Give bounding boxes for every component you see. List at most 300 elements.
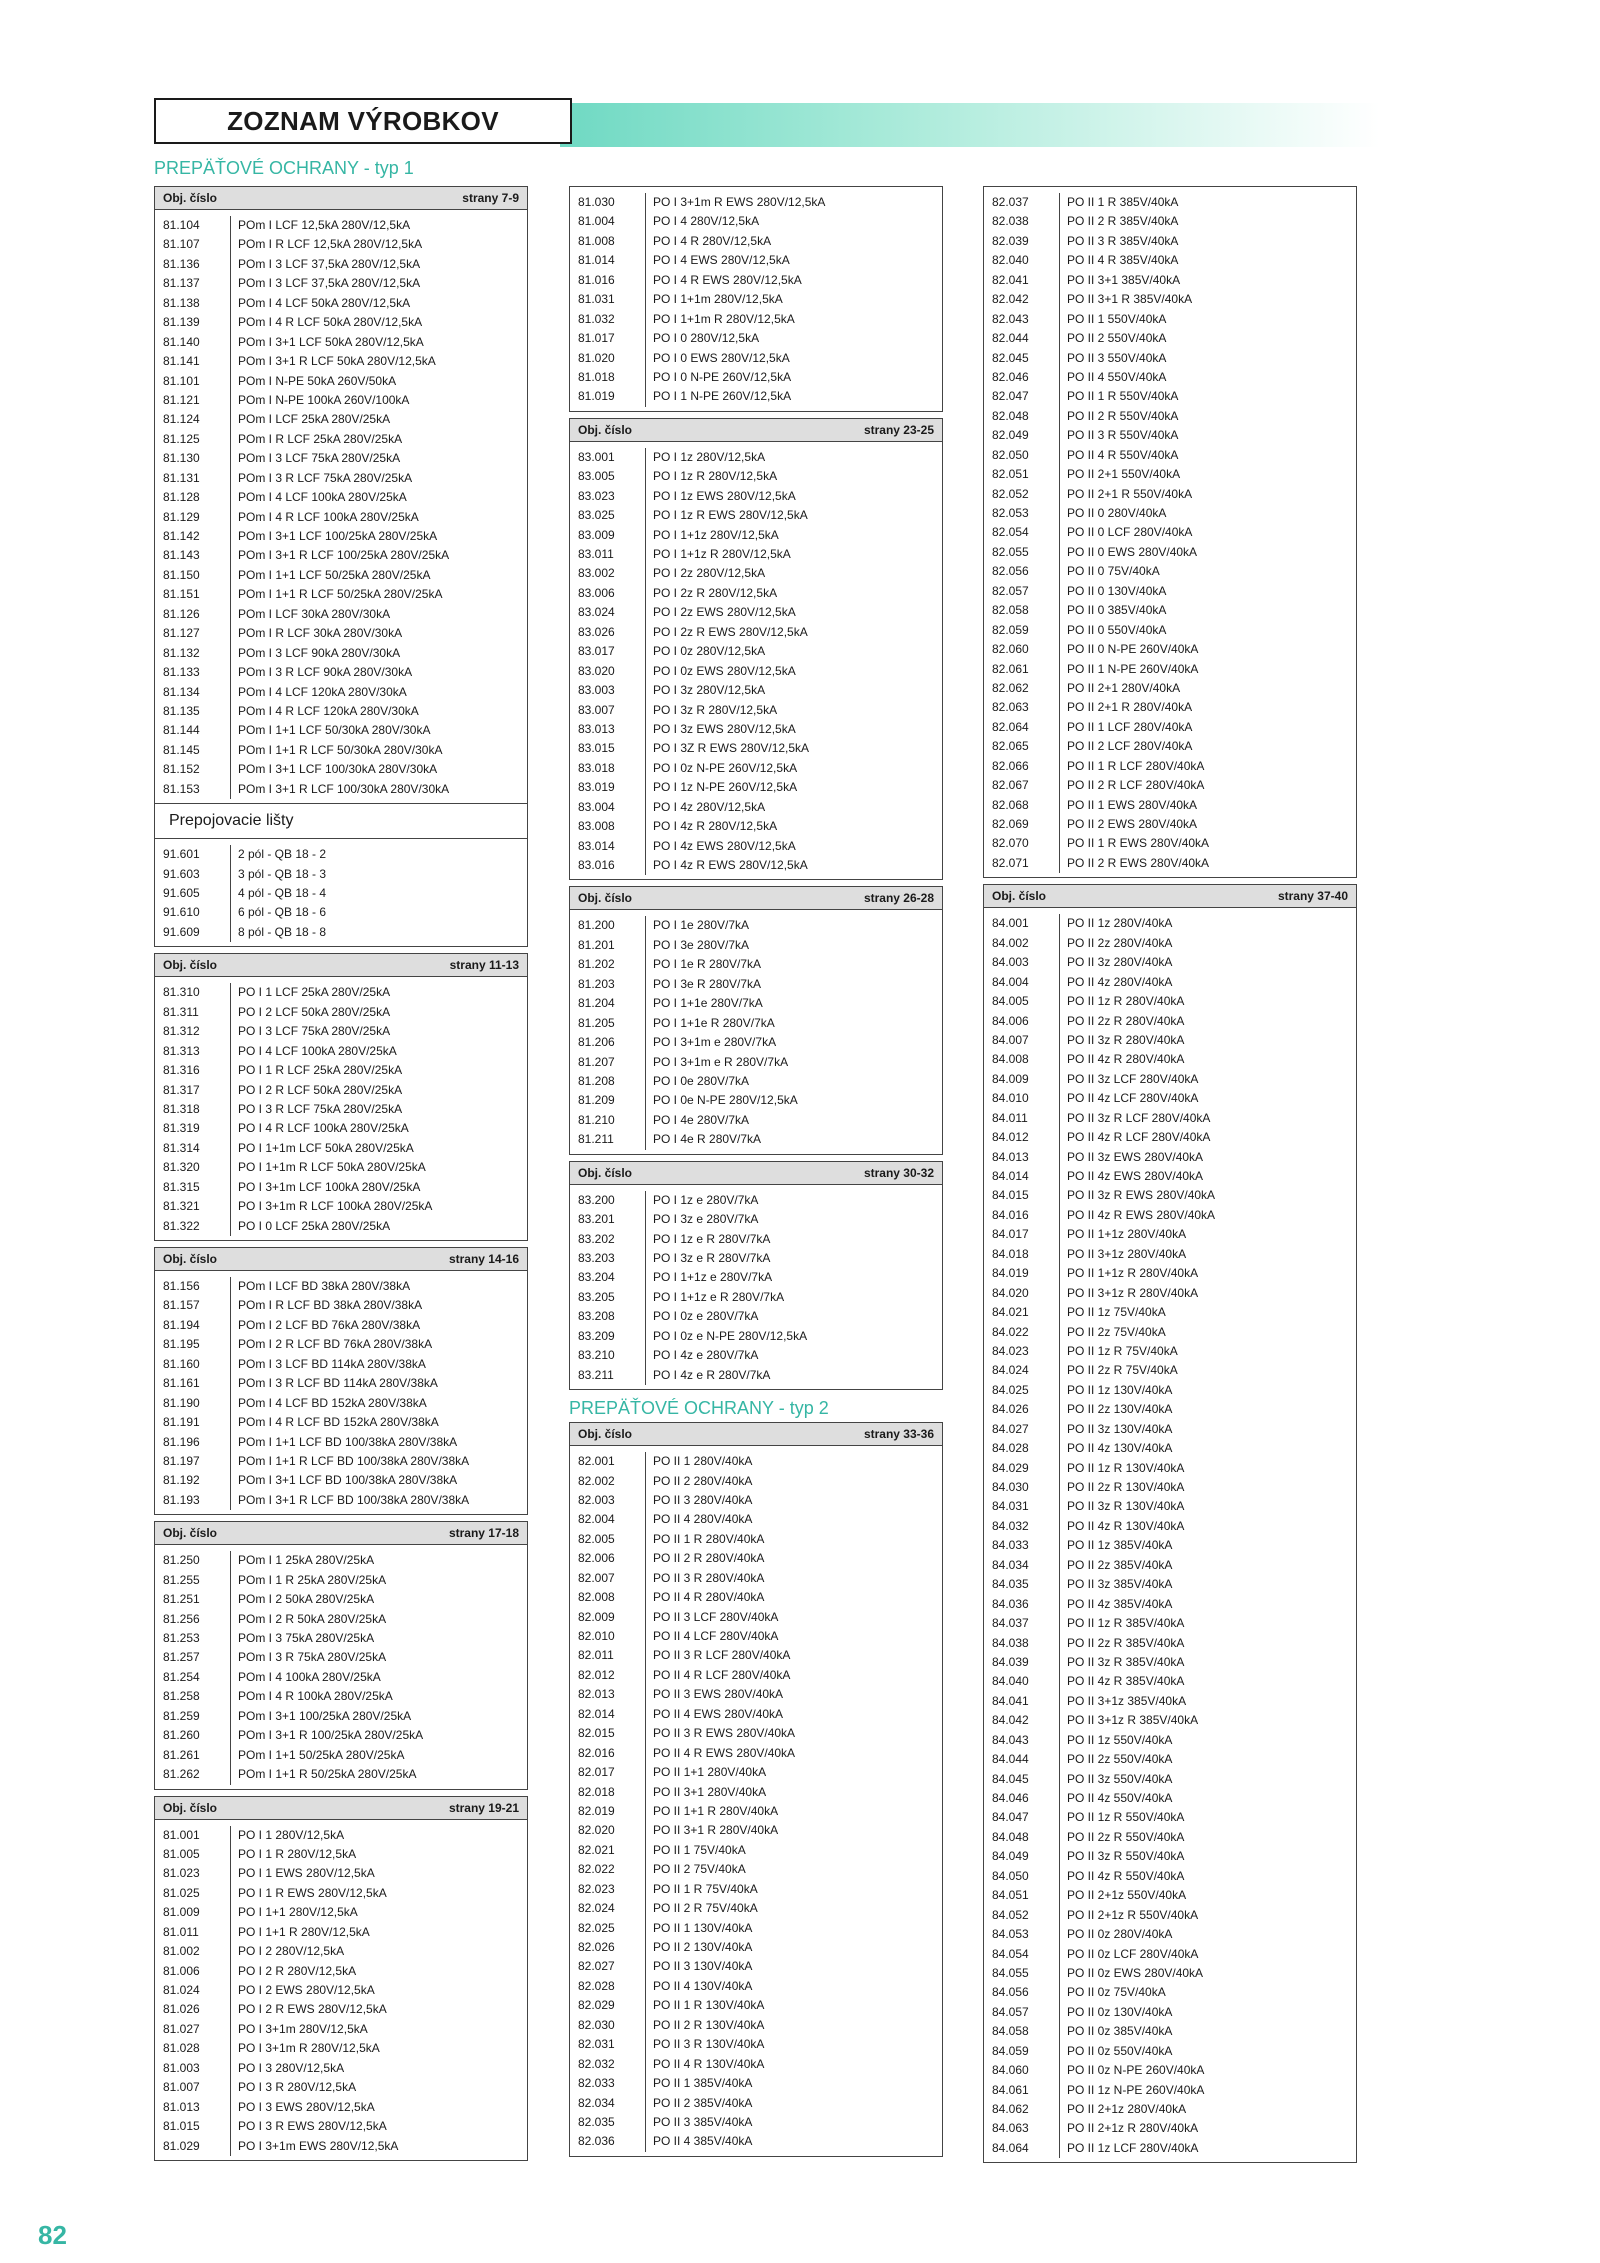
order-number: 81.133 [163, 665, 200, 680]
order-number: 91.610 [163, 905, 200, 920]
product-name: PO I 3+1m R LCF 100kA 280V/25kA [238, 1199, 433, 1214]
product-table [983, 884, 1357, 2163]
order-number: 82.042 [992, 292, 1029, 307]
product-name: PO I 2z R EWS 280V/12,5kA [653, 624, 808, 639]
order-number: 81.196 [163, 1434, 200, 1449]
product-name: PO I 4z R 280V/12,5kA [653, 819, 778, 834]
product-name: PO II 0 LCF 280V/40kA [1067, 525, 1193, 540]
order-number: 82.058 [992, 603, 1029, 618]
header-obj-cislo: Obj. číslo [992, 889, 1047, 904]
order-number: 84.035 [992, 1577, 1029, 1592]
product-name: PO II 4 R 550V/40kA [1067, 447, 1179, 462]
product-name: PO I 3+1m 280V/12,5kA [238, 2021, 368, 2036]
order-number: 83.210 [578, 1348, 615, 1363]
order-number: 84.064 [992, 2140, 1029, 2155]
product-name: PO II 4 LCF 280V/40kA [653, 1629, 779, 1643]
order-number: 82.054 [992, 525, 1029, 540]
product-name: PO I 4 R LCF 100kA 280V/25kA [238, 1121, 409, 1136]
order-number: 82.044 [992, 331, 1029, 346]
product-name: PO II 3z R 550V/40kA [1067, 1849, 1185, 1864]
order-number: 84.023 [992, 1343, 1029, 1358]
order-number: 81.208 [578, 1073, 615, 1088]
order-number: 81.313 [163, 1043, 200, 1058]
product-name: POm I 3+1 R LCF 100/30kA 280V/30kA [238, 781, 450, 796]
product-name: PO II 0 75V/40kA [1067, 564, 1160, 579]
order-number: 84.040 [992, 1674, 1029, 1689]
product-name: PO II 2+1z 550V/40kA [1067, 1888, 1187, 1903]
product-name: POm I LCF 12,5kA 280V/12,5kA [238, 218, 411, 232]
product-name: PO I 3 EWS 280V/12,5kA [238, 2099, 375, 2114]
table-header [155, 187, 527, 210]
order-number: 81.256 [163, 1611, 200, 1626]
order-number: 82.024 [578, 1901, 615, 1916]
order-number: 82.027 [578, 1959, 615, 1974]
product-name: PO I 3+1m R 280V/12,5kA [238, 2041, 380, 2056]
order-number: 83.211 [578, 1367, 614, 1382]
order-number: 81.032 [578, 311, 615, 326]
product-name: PO II 1 N-PE 260V/40kA [1067, 661, 1199, 676]
order-number: 84.050 [992, 1868, 1029, 1883]
product-name: POm I 3+1 R LCF BD 100/38kA 280V/38kA [238, 1492, 470, 1507]
product-name: PO II 4z 385V/40kA [1067, 1596, 1173, 1611]
order-number: 83.203 [578, 1251, 615, 1265]
order-number: 81.206 [578, 1035, 615, 1050]
order-number: 81.322 [163, 1218, 200, 1233]
product-name: PO II 2+1z R 280V/40kA [1067, 2121, 1199, 2136]
order-number: 83.007 [578, 702, 615, 717]
product-name: PO II 3+1 R 280V/40kA [653, 1823, 779, 1838]
order-number: 81.025 [163, 1885, 200, 1900]
order-number: 83.005 [578, 469, 615, 484]
product-name: PO II 4 R 280V/40kA [653, 1590, 765, 1605]
product-name: PO I 1z N-PE 260V/12,5kA [653, 780, 798, 795]
product-name: PO I 0e N-PE 280V/12,5kA [653, 1093, 798, 1108]
order-number: 81.197 [163, 1453, 200, 1468]
order-number: 84.038 [992, 1635, 1029, 1650]
product-name: PO II 0 N-PE 260V/40kA [1067, 642, 1199, 657]
order-number: 84.013 [992, 1149, 1029, 1164]
product-name: PO II 1z R 385V/40kA [1067, 1616, 1185, 1631]
header-pages: strany 14-16 [448, 1252, 519, 1266]
order-number: 82.060 [992, 642, 1029, 657]
order-number: 82.004 [578, 1512, 615, 1527]
product-name: PO II 4 R 130V/40kA [653, 2056, 765, 2071]
product-name: PO II 3+1z R 280V/40kA [1067, 1285, 1199, 1300]
header-pages: strany 7-9 [462, 191, 519, 205]
order-number: 82.055 [992, 544, 1029, 559]
order-number: 81.205 [578, 1015, 615, 1030]
order-number: 81.139 [163, 315, 200, 330]
product-name: PO II 2z 75V/40kA [1067, 1324, 1166, 1339]
product-name: POm I 3 R LCF BD 114kA 280V/38kA [238, 1376, 438, 1391]
product-name: PO I 1+1 280V/12,5kA [238, 1905, 358, 1920]
order-number: 84.054 [992, 1946, 1029, 1961]
product-name: PO I 1+1m LCF 50kA 280V/25kA [238, 1140, 414, 1155]
description-column [231, 845, 527, 942]
order-number: 82.013 [578, 1687, 615, 1702]
product-name: PO I 2z 280V/12,5kA [653, 566, 766, 581]
order-number: 81.026 [163, 2002, 200, 2017]
order-number: 82.003 [578, 1492, 615, 1507]
product-name: PO II 2z R 385V/40kA [1067, 1635, 1185, 1650]
product-table [569, 886, 943, 1154]
order-number: 81.145 [163, 742, 200, 757]
product-name: PO II 0z 385V/40kA [1067, 2024, 1173, 2039]
product-name: PO II 4z 550V/40kA [1067, 1791, 1173, 1805]
product-name: PO I 4z e 280V/7kA [653, 1348, 759, 1363]
header-obj-cislo: Obj. číslo [163, 191, 218, 205]
product-name: 4 pól - QB 18 - 4 [238, 886, 327, 900]
order-number: 81.006 [163, 1963, 200, 1978]
product-name: PO II 1z 550V/40kA [1067, 1732, 1173, 1747]
order-number: 82.053 [992, 506, 1029, 520]
product-name: POm I 1+1 LCF 50/25kA 280V/25kA [238, 567, 431, 582]
product-name: PO II 4z R EWS 280V/40kA [1067, 1207, 1216, 1222]
product-name: POm I 1+1 R 50/25kA 280V/25kA [238, 1767, 417, 1782]
product-name: PO II 1 R EWS 280V/40kA [1067, 836, 1210, 851]
product-name: PO I 1+1z e 280V/7kA [653, 1270, 773, 1285]
code-column [155, 1551, 231, 1784]
order-number: 81.315 [163, 1179, 200, 1194]
description-column [231, 1826, 527, 2156]
order-number: 82.050 [992, 447, 1029, 462]
order-number: 82.063 [992, 700, 1029, 715]
product-name: PO I 4 R 280V/12,5kA [653, 233, 772, 248]
product-name: POm I LCF BD 38kA 280V/38kA [238, 1279, 411, 1293]
product-name: PO II 4z R 550V/40kA [1067, 1868, 1185, 1883]
order-number: 84.049 [992, 1849, 1029, 1864]
product-name: PO I 1+1z 280V/12,5kA [653, 527, 779, 542]
product-name: PO II 2+1 R 280V/40kA [1067, 700, 1193, 715]
order-number: 82.015 [578, 1726, 615, 1741]
order-number: 81.251 [163, 1592, 200, 1607]
order-number: 83.023 [578, 488, 615, 503]
product-name: PO I 3Z R EWS 280V/12,5kA [653, 741, 810, 756]
product-name: POm I 4 LCF 120kA 280V/30kA [238, 684, 407, 699]
order-number: 83.008 [578, 819, 615, 834]
header-obj-cislo: Obj. číslo [163, 1800, 218, 1815]
product-name: PO I 3 R LCF 75kA 280V/25kA [238, 1101, 403, 1116]
code-column [570, 1191, 646, 1385]
product-name: POm I 3+1 R LCF 100/25kA 280V/25kA [238, 548, 450, 563]
product-name: PO II 4 550V/40kA [1067, 369, 1167, 384]
order-number: 83.004 [578, 799, 615, 814]
order-number: 81.003 [163, 2060, 200, 2075]
order-number: 82.008 [578, 1590, 615, 1605]
table-body [155, 210, 527, 803]
table-header [984, 885, 1356, 908]
order-number: 84.052 [992, 1907, 1029, 1922]
product-name: PO I 0 LCF 25kA 280V/25kA [238, 1218, 391, 1233]
order-number: 81.002 [163, 1944, 200, 1959]
product-name: PO II 0 130V/40kA [1067, 583, 1167, 598]
product-name: PO II 3 130V/40kA [653, 1959, 753, 1974]
order-number: 81.018 [578, 369, 615, 384]
product-name: PO II 3 R 280V/40kA [653, 1570, 765, 1585]
order-number: 82.017 [578, 1765, 615, 1780]
product-name: PO I 4z EWS 280V/12,5kA [653, 838, 796, 853]
table-header [155, 954, 527, 977]
order-number: 81.019 [578, 389, 615, 404]
product-name: PO I 1z R 280V/12,5kA [653, 469, 778, 484]
table-body [570, 910, 942, 1153]
product-name: POm I 2 R LCF BD 76kA 280V/38kA [238, 1337, 433, 1352]
order-number: 82.038 [992, 214, 1029, 229]
order-number: 81.195 [163, 1337, 200, 1352]
order-number: 81.153 [163, 781, 200, 796]
order-number: 84.005 [992, 994, 1029, 1009]
order-number: 81.318 [163, 1101, 200, 1116]
order-number: 82.052 [992, 486, 1029, 501]
product-name: PO I 0z e N-PE 280V/12,5kA [653, 1328, 808, 1343]
product-name: PO II 1 75V/40kA [653, 1842, 746, 1857]
product-name: PO II 2z 385V/40kA [1067, 1557, 1173, 1572]
order-number: 81.210 [578, 1112, 615, 1127]
product-name: PO II 2z 280V/40kA [1067, 935, 1173, 950]
order-number: 84.026 [992, 1402, 1029, 1417]
product-table [983, 186, 1357, 878]
product-name: PO I 4e 280V/7kA [653, 1112, 750, 1127]
order-number: 84.055 [992, 1965, 1029, 1980]
order-number: 81.135 [163, 703, 200, 718]
table-header [570, 887, 942, 910]
product-name: PO II 1z LCF 280V/40kA [1067, 2140, 1199, 2155]
product-name: PO II 4z R 130V/40kA [1067, 1518, 1185, 1533]
order-number: 84.048 [992, 1829, 1029, 1844]
header-pages: strany 17-18 [448, 1526, 519, 1541]
order-number: 81.005 [163, 1846, 200, 1861]
code-column [155, 216, 231, 799]
order-number: 82.069 [992, 817, 1029, 831]
description-column [231, 216, 527, 799]
order-number: 81.204 [578, 996, 615, 1011]
product-name: PO II 3 550V/40kA [1067, 350, 1167, 365]
product-name: PO I 4z R EWS 280V/12,5kA [653, 858, 808, 872]
order-number: 81.321 [163, 1199, 200, 1214]
order-number: 91.605 [163, 886, 200, 900]
product-name: PO II 4 385V/40kA [653, 2134, 753, 2149]
order-number: 81.201 [578, 937, 615, 952]
order-number: 81.121 [163, 392, 200, 407]
order-number: 84.029 [992, 1460, 1029, 1475]
order-number: 81.250 [163, 1553, 200, 1568]
product-name: PO I 2 R 280V/12,5kA [238, 1963, 357, 1978]
order-number: 81.130 [163, 451, 200, 466]
order-number: 82.036 [578, 2134, 615, 2149]
order-number: 82.071 [992, 855, 1029, 870]
product-name: PO II 1z 130V/40kA [1067, 1382, 1173, 1397]
product-name: PO II 1+1z 280V/40kA [1067, 1227, 1187, 1242]
product-table [154, 186, 528, 947]
order-number: 84.027 [992, 1421, 1029, 1436]
product-name: PO II 0z 75V/40kA [1067, 1985, 1166, 2000]
order-number: 81.141 [163, 354, 200, 369]
product-name: PO I 1+1 R 280V/12,5kA [238, 1924, 370, 1939]
order-number: 81.319 [163, 1121, 200, 1136]
order-number: 84.059 [992, 2043, 1029, 2058]
product-name: PO I 1 LCF 25kA 280V/25kA [238, 985, 391, 1000]
product-name: POm I R LCF 30kA 280V/30kA [238, 626, 403, 641]
order-number: 82.025 [578, 1920, 615, 1935]
product-name: PO II 2 R EWS 280V/40kA [1067, 855, 1210, 870]
order-number: 81.020 [578, 350, 615, 365]
product-name: POm I R LCF 12,5kA 280V/12,5kA [238, 237, 423, 252]
order-number: 84.045 [992, 1771, 1029, 1786]
product-name: POm I 1+1 R LCF 50/25kA 280V/25kA [238, 587, 443, 602]
product-name: POm I 3 LCF BD 114kA 280V/38kA [238, 1356, 426, 1371]
order-number: 81.143 [163, 548, 200, 563]
code-column [155, 1277, 231, 1510]
product-name: PO I 0z e 280V/7kA [653, 1309, 759, 1324]
order-number: 82.032 [578, 2056, 615, 2071]
product-name: POm I 4 R LCF BD 152kA 280V/38kA [238, 1415, 439, 1430]
order-number: 81.193 [163, 1492, 200, 1507]
product-name: PO II 0z 130V/40kA [1067, 2004, 1173, 2019]
order-number: 84.006 [992, 1013, 1029, 1028]
product-name: PO I 3+1m EWS 280V/12,5kA [238, 2138, 399, 2153]
product-name: POm I N-PE 50kA 260V/50kA [238, 373, 397, 388]
product-name: PO I 1z 280V/12,5kA [653, 449, 766, 464]
order-number: 82.057 [992, 583, 1029, 598]
order-number: 82.001 [578, 1454, 615, 1469]
product-name: PO II 3+1 R 385V/40kA [1067, 292, 1193, 307]
order-number: 82.043 [992, 311, 1029, 326]
section-title-type1: PREPÄŤOVÉ OCHRANY - typ 1 [154, 158, 414, 178]
product-table [569, 418, 943, 881]
product-name: PO II 0 385V/40kA [1067, 603, 1167, 618]
product-name: PO II 1 280V/40kA [653, 1454, 753, 1469]
order-number: 84.047 [992, 1810, 1029, 1825]
product-name: PO I 3 280V/12,5kA [238, 2060, 345, 2075]
product-name: POm I 1+1 LCF BD 100/38kA 280V/38kA [238, 1434, 458, 1449]
order-number: 82.035 [578, 2114, 615, 2129]
product-name: POm I 4 100kA 280V/25kA [238, 1669, 381, 1684]
header-pages: strany 37-40 [1277, 889, 1348, 904]
product-name: POm I 3 LCF 75kA 280V/25kA [238, 451, 401, 466]
order-number: 82.019 [578, 1803, 615, 1818]
product-name: PO II 0z 280V/40kA [1067, 1927, 1173, 1942]
header-pages: strany 26-28 [863, 891, 934, 906]
product-name: PO I 1 280V/12,5kA [238, 1827, 345, 1842]
product-name: PO I 3z R 280V/12,5kA [653, 702, 778, 717]
order-number: 81.312 [163, 1024, 200, 1039]
order-number: 84.043 [992, 1732, 1029, 1747]
product-name: PO I 3 R EWS 280V/12,5kA [238, 2119, 387, 2134]
order-number: 83.011 [578, 547, 614, 561]
order-number: 84.056 [992, 1985, 1029, 2000]
code-column [570, 1452, 646, 2152]
order-number: 82.011 [578, 1648, 614, 1663]
product-name: POm I 3+1 LCF 100/30kA 280V/30kA [238, 762, 438, 777]
description-column [646, 1452, 942, 2152]
order-number: 81.207 [578, 1054, 615, 1069]
subsection-title: Prepojovacie lišty [155, 803, 527, 839]
order-number: 81.104 [163, 218, 200, 232]
order-number: 84.032 [992, 1518, 1029, 1533]
order-number: 81.017 [578, 331, 615, 346]
code-column [570, 193, 646, 407]
product-name: POm I R LCF BD 38kA 280V/38kA [238, 1298, 423, 1313]
order-number: 81.156 [163, 1279, 200, 1293]
order-number: 81.001 [163, 1827, 200, 1842]
product-name: PO I 1+1e R 280V/7kA [653, 1015, 775, 1030]
product-name: PO I 0z N-PE 260V/12,5kA [653, 760, 798, 775]
header-obj-cislo: Obj. číslo [578, 891, 633, 906]
order-number: 82.014 [578, 1706, 615, 1721]
catalog-column-1 [154, 186, 528, 2167]
code-column [155, 983, 231, 1236]
order-number: 83.026 [578, 624, 615, 639]
header-pages: strany 30-32 [863, 1165, 934, 1180]
product-name: PO I 1z e 280V/7kA [653, 1192, 759, 1207]
product-name: PO II 0 EWS 280V/40kA [1067, 544, 1198, 559]
product-name: PO II 1 130V/40kA [653, 1920, 753, 1935]
order-number: 83.015 [578, 741, 615, 756]
product-name: PO I 1+1e 280V/7kA [653, 996, 763, 1011]
order-number: 81.029 [163, 2138, 200, 2153]
catalog-column-3 [983, 186, 1357, 2169]
order-number: 81.027 [163, 2021, 200, 2036]
table-body [155, 1820, 527, 2160]
order-number: 81.007 [163, 2080, 200, 2095]
order-number: 81.160 [163, 1356, 200, 1371]
order-number: 82.066 [992, 758, 1029, 773]
order-number: 82.002 [578, 1473, 615, 1488]
order-number: 81.200 [578, 918, 615, 933]
table-body [155, 1271, 527, 1514]
product-name: POm I 1+1 R LCF 50/30kA 280V/30kA [238, 742, 443, 757]
order-number: 83.019 [578, 780, 615, 795]
order-number: 81.137 [163, 276, 200, 291]
order-number: 84.018 [992, 1246, 1029, 1261]
product-name: PO II 4 130V/40kA [653, 1978, 753, 1993]
product-name: PO II 2+1 280V/40kA [1067, 680, 1181, 695]
table-body [570, 1446, 942, 2156]
order-number: 83.002 [578, 566, 615, 581]
product-name: POm I 1 R 25kA 280V/25kA [238, 1572, 387, 1587]
product-name: PO II 2+1 550V/40kA [1067, 467, 1181, 482]
order-number: 82.049 [992, 428, 1029, 443]
product-name: POm I 3 LCF 37,5kA 280V/12,5kA [238, 256, 421, 271]
product-name: PO II 1 R LCF 280V/40kA [1067, 758, 1205, 773]
order-number: 91.601 [163, 847, 200, 862]
product-name: PO II 2 R LCF 280V/40kA [1067, 778, 1205, 793]
product-name: PO II 1 R 280V/40kA [653, 1531, 765, 1546]
order-number: 82.026 [578, 1940, 615, 1954]
order-number: 81.316 [163, 1063, 200, 1078]
order-number: 81.144 [163, 723, 200, 738]
order-number: 83.204 [578, 1270, 615, 1285]
order-number: 84.016 [992, 1207, 1029, 1222]
order-number: 82.048 [992, 408, 1029, 423]
product-name: PO I 4z e R 280V/7kA [653, 1367, 771, 1382]
table-body [570, 187, 942, 411]
product-name: PO I 3e R 280V/7kA [653, 976, 762, 991]
product-name: 2 pól - QB 18 - 2 [238, 847, 327, 862]
order-number: 81.014 [578, 253, 615, 268]
product-name: PO I 2 EWS 280V/12,5kA [238, 1983, 375, 1997]
product-name: PO II 2 R 550V/40kA [1067, 408, 1179, 423]
order-number: 84.046 [992, 1791, 1029, 1805]
product-name: POm I 3 R LCF 75kA 280V/25kA [238, 470, 413, 485]
product-name: POm I 3+1 LCF 50kA 280V/12,5kA [238, 334, 424, 349]
product-name: PO I 3z EWS 280V/12,5kA [653, 721, 796, 736]
product-name: POm I 3+1 R LCF 50kA 280V/12,5kA [238, 354, 436, 369]
order-number: 83.209 [578, 1328, 615, 1343]
product-name: PO I 3+1m LCF 100kA 280V/25kA [238, 1179, 421, 1194]
product-name: PO II 3+1z 385V/40kA [1067, 1693, 1187, 1708]
header-obj-cislo: Obj. číslo [578, 1165, 633, 1180]
